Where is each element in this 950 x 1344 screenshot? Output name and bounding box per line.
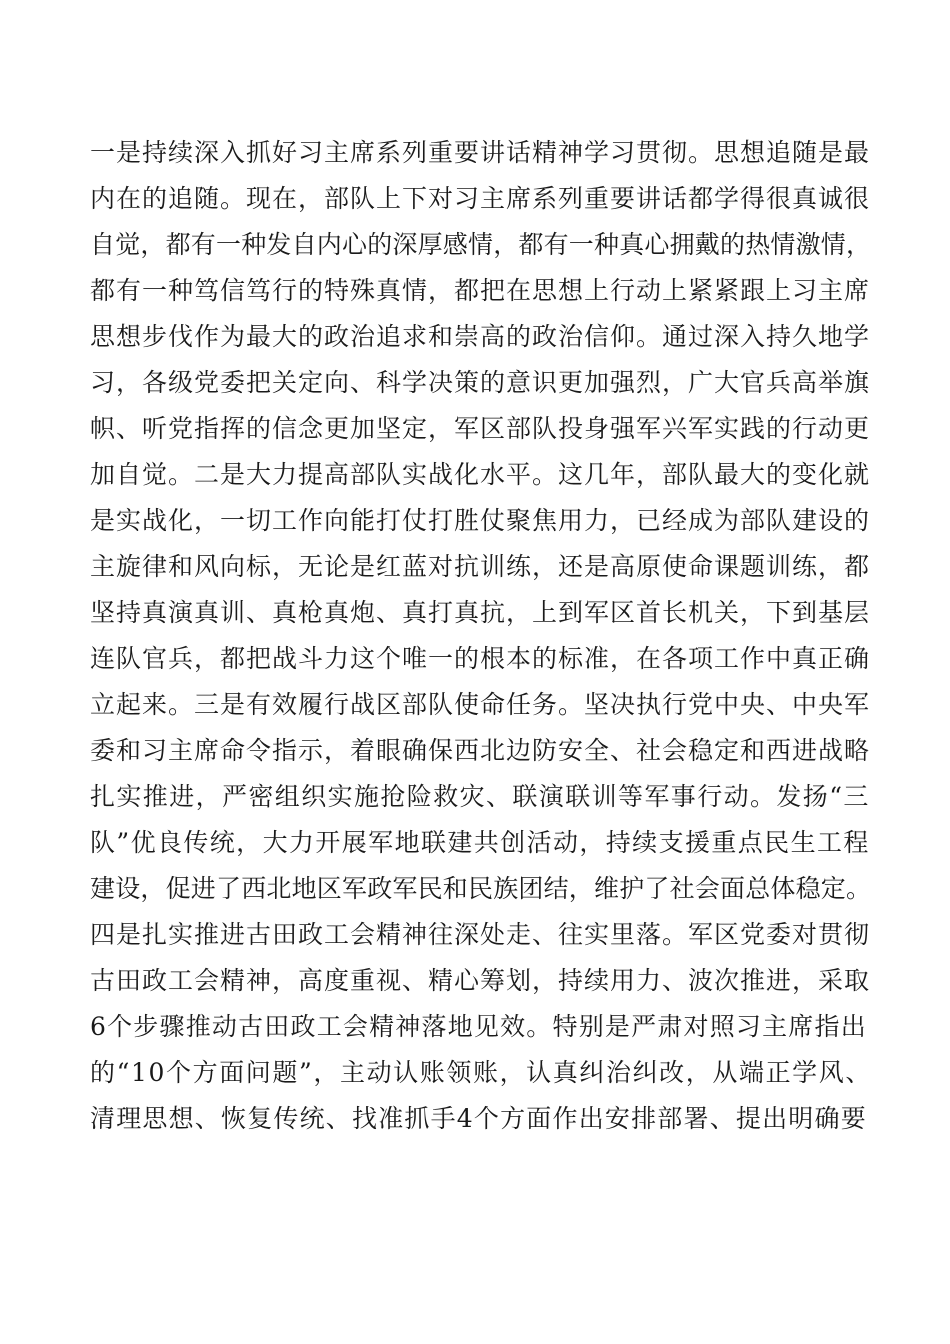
text-line: 一是持续深入抓好习主席系列重要讲话精神学习贯彻。思想追随是最	[90, 138, 871, 167]
text-line: 建设，促进了西北地区军政军民和民族团结，维护了社会面总体稳定。	[90, 874, 872, 903]
text-line: 扎实推进，严密组织实施抢险救灾、联演联训等军事行动。发扬“三	[90, 782, 870, 811]
text-line: 坚持真演真训、真枪真炮、真打真抗，上到军区首长机关，下到基层	[90, 598, 871, 627]
text-line: 队”优良传统，大力开展军地联建共创活动，持续支援重点民生工程	[90, 828, 870, 857]
text-line: 6个步骤推动古田政工会精神落地见效。特别是严肃对照习主席指出	[90, 1012, 867, 1041]
text-line: 主旋律和风向标，无论是红蓝对抗训练，还是高原使命课题训练，都	[90, 552, 871, 581]
text-line: 加自觉。二是大力提高部队实战化水平。这几年，部队最大的变化就	[90, 460, 871, 489]
text-line: 清理思想、恢复传统、找准抓手4个方面作出安排部署、提出明确要	[90, 1104, 867, 1133]
text-line: 连队官兵，都把战斗力这个唯一的根本的标准，在各项工作中真正确	[90, 644, 871, 673]
text-line: 的“10个方面问题”，主动认账领账，认真纠治纠改，从端正学风、	[90, 1058, 872, 1087]
text-line: 自觉，都有一种发自内心的深厚感情，都有一种真心拥戴的热情激情，	[90, 230, 872, 259]
text-line: 内在的追随。现在，部队上下对习主席系列重要讲话都学得很真诚很	[90, 184, 871, 213]
text-line: 思想步伐作为最大的政治追求和崇高的政治信仰。通过深入持久地学	[90, 322, 871, 351]
text-line: 委和习主席命令指示，着眼确保西北边防安全、社会稳定和西进战略	[90, 736, 871, 765]
text-line: 古田政工会精神，高度重视、精心筹划，持续用力、波次推进，采取	[90, 966, 871, 995]
text-line: 都有一种笃信笃行的特殊真情，都把在思想上行动上紧紧跟上习主席	[90, 276, 871, 305]
text-line: 四是扎实推进古田政工会精神往深处走、往实里落。军区党委对贯彻	[90, 920, 871, 949]
text-line: 帜、听党指挥的信念更加坚定，军区部队投身强军兴军实践的行动更	[90, 414, 871, 443]
text-line: 是实战化，一切工作向能打仗打胜仗聚焦用力，已经成为部队建设的	[90, 506, 871, 535]
text-line: 习，各级党委把关定向、科学决策的意识更加强烈，广大官兵高举旗	[90, 368, 871, 397]
text-line: 立起来。三是有效履行战区部队使命任务。坚决执行党中央、中央军	[90, 690, 871, 719]
